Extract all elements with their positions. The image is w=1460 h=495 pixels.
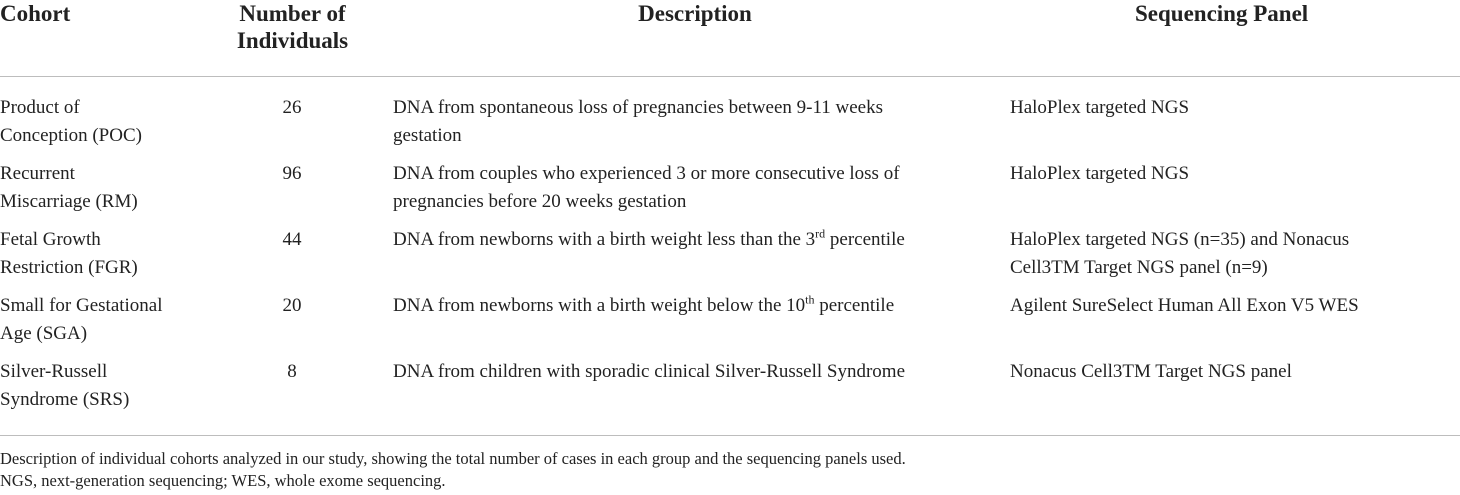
row-5-desc-line1: DNA from children with sporadic clinical Silver-Russell Syndrome <box>393 361 905 382</box>
row-2-cohort-line1: Recurrent <box>0 163 75 184</box>
row-3-panel-line1: HaloPlex targeted NGS (n=35) and Nonacus <box>1010 229 1350 250</box>
row-3-panel <box>1010 226 1349 282</box>
row-5-panel <box>1010 358 1292 386</box>
row-3-desc-text: DNA from newborns with a birth weight less than the 3 <box>393 229 816 250</box>
row-4-number: 20 <box>282 295 302 316</box>
row-5-cohort-line2: Syndrome (SRS) <box>0 389 130 410</box>
row-4-desc-text: DNA from newborns with a birth weight below the 10 <box>393 295 806 316</box>
row-3-cohort-line1: Fetal Growth <box>0 229 101 250</box>
row-2-cohort-line2: Miscarriage (RM) <box>0 191 138 212</box>
row-2-description <box>393 160 900 216</box>
row-1-cohort-line2: Conception (POC) <box>0 125 142 146</box>
row-2-number: 96 <box>282 163 302 184</box>
row-1-cohort-line1: Product of <box>0 97 80 118</box>
row-1-desc-line2: gestation <box>393 125 462 146</box>
header-number-line1: Number of <box>239 1 346 26</box>
row-1-description <box>393 94 883 150</box>
row-1-panel <box>1010 94 1189 122</box>
row-5-cohort-line1: Silver-Russell <box>0 361 108 382</box>
row-2-panel <box>1010 160 1189 188</box>
row-4-panel-line1: Agilent SureSelect Human All Exon V5 WES <box>1010 295 1359 316</box>
footer-rule <box>0 435 1460 436</box>
row-3-description <box>393 226 905 254</box>
header-number-line2: Individuals <box>236 28 349 53</box>
header-cohort: Cohort <box>0 1 71 26</box>
row-5-number: 8 <box>287 361 297 382</box>
row-2-panel-line1: HaloPlex targeted NGS <box>1010 163 1190 184</box>
row-1-number: 26 <box>282 97 302 118</box>
row-2-desc-line1: DNA from couples who experienced 3 or more consecutive loss of <box>393 163 900 184</box>
row-3-cohort <box>0 226 138 282</box>
header-sequencing-panel: Sequencing Panel <box>1135 1 1309 26</box>
row-4-panel <box>1010 292 1359 320</box>
row-4-cohort <box>0 292 163 348</box>
row-4-desc-suffix: percentile <box>814 295 895 316</box>
row-1-cohort <box>0 94 142 150</box>
row-3-number: 44 <box>282 229 302 250</box>
header-description: Description <box>638 1 752 26</box>
footnote-caption: Description of individual cohorts analyzed in our study, showing the total number of cases in each group and the sequencing panels used. <box>0 449 906 468</box>
row-1-panel-line1: HaloPlex targeted NGS <box>1010 97 1190 118</box>
header-rule <box>0 76 1460 77</box>
row-5-description <box>393 358 905 386</box>
row-5-cohort <box>0 358 129 414</box>
row-2-desc-line2: pregnancies before 20 weeks gestation <box>393 191 687 212</box>
header-number-of-individuals <box>225 0 360 54</box>
row-5-panel-line1: Nonacus Cell3TM Target NGS panel <box>1010 361 1292 382</box>
row-3-panel-line2: Cell3TM Target NGS panel (n=9) <box>1010 257 1268 278</box>
footnote-abbreviations: NGS, next-generation sequencing; WES, whole exome sequencing. <box>0 471 446 490</box>
row-3-cohort-line2: Restriction (FGR) <box>0 257 138 278</box>
row-4-cohort-line1: Small for Gestational <box>0 295 163 316</box>
row-1-desc-line1: DNA from spontaneous loss of pregnancies between 9-11 weeks <box>393 97 884 118</box>
row-4-desc-superscript: th <box>805 292 815 307</box>
row-3-desc-superscript: rd <box>815 226 826 241</box>
row-4-description <box>393 292 894 320</box>
row-4-cohort-line2: Age (SGA) <box>0 323 88 344</box>
row-2-cohort <box>0 160 138 216</box>
row-3-desc-suffix: percentile <box>825 229 905 250</box>
